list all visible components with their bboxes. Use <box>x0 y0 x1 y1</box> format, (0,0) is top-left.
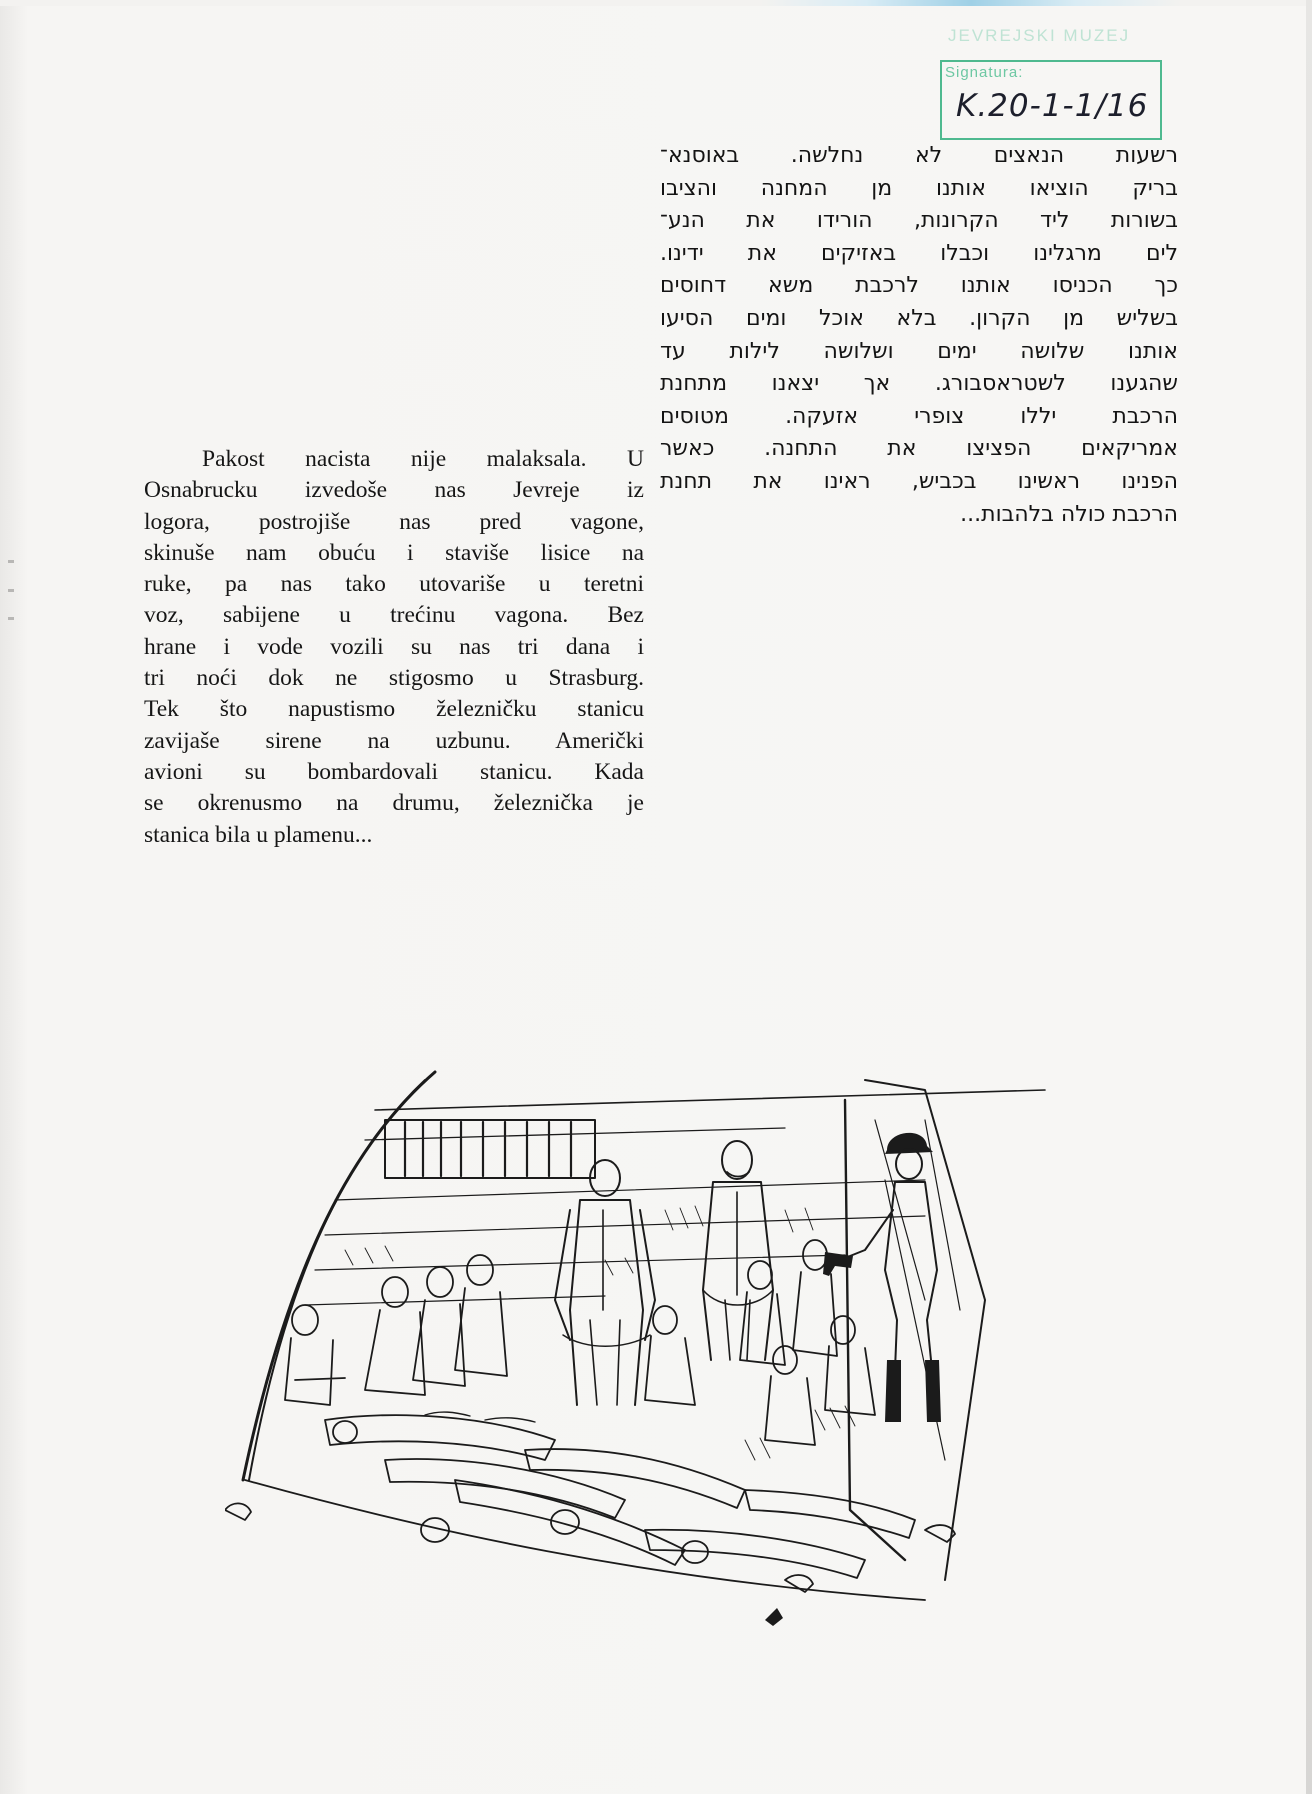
standing-prisoner-left <box>555 1160 655 1405</box>
binding-marks <box>8 560 18 620</box>
stamp-signature-value: K.20-1-1/16 <box>956 88 1149 124</box>
hebrew-line: בשליש מן הקרון. בלא אוכל ומים הסיעו <box>660 305 1178 331</box>
serbian-line: tri noći dok ne stigosmo u Strasburg. <box>144 665 644 692</box>
serbian-line: hrane i vode vozili su nas tri dana i <box>144 633 644 660</box>
stamp-box <box>940 60 1162 140</box>
window-bars <box>405 1122 571 1176</box>
hebrew-line: בשורות ליד הקרונות, הורידו את הנע־ <box>660 208 1178 234</box>
armed-guard <box>823 1133 941 1422</box>
serbian-line: Tek što napustismo železničku stanicu <box>144 696 644 723</box>
wagon-left-arch-inner <box>249 1080 425 1480</box>
serbian-line: ruke, pa nas tako utovariše u teretni <box>144 571 644 598</box>
guard-helmet <box>885 1133 933 1154</box>
scan-edge-top <box>0 0 1312 6</box>
door-panel <box>865 1080 985 1580</box>
guard-boots <box>885 1360 941 1422</box>
hebrew-line: רשעות הנאצים לא נחלשה. באוסנא־ <box>660 143 1178 168</box>
wagon-plank <box>365 1128 785 1140</box>
wagon-drawing-svg <box>225 1060 1105 1630</box>
chains <box>703 1290 773 1305</box>
hebrew-line: לים מרגלינו וכבלו באזיקים את ידינו. <box>660 240 1178 266</box>
wagon-floor <box>245 1480 925 1600</box>
serbian-line: voz, sabijene u trećinu vagona. Bez <box>144 602 644 629</box>
serbian-line: se okrenusmo na drumu, železnička je <box>144 790 644 817</box>
stamp-label: Signatura: <box>945 64 1024 81</box>
serbian-line: logora, postrojiše nas pred vagone, <box>144 508 644 535</box>
wagon-plank <box>325 1216 925 1235</box>
serbian-line: zavijaše sirene na uzbunu. Američki <box>144 727 644 754</box>
serbian-paragraph <box>144 444 644 864</box>
hebrew-line: הרכבת כולה בלהבות... <box>960 501 1178 527</box>
wagon-roof-line <box>375 1090 1045 1110</box>
hebrew-paragraph <box>660 140 1178 540</box>
hebrew-line: בריק הוציאו אותנו מן המחנה והציבו <box>660 175 1178 201</box>
wagon-plank <box>305 1296 605 1305</box>
lying-prisoners <box>325 1412 915 1578</box>
serbian-line: avioni su bombardovali stanicu. Kada <box>144 758 644 785</box>
stamp-institution: JEVREJSKI MUZEJ <box>948 26 1131 45</box>
hebrew-line: כך הכניסו אותנו לרכבת משא דחוסים <box>660 273 1178 299</box>
chains <box>563 1335 650 1346</box>
wagon-illustration <box>225 1060 1105 1630</box>
serbian-line: stanica bila u plamenu... <box>144 821 373 848</box>
hebrew-line: הפנינו ראשינו בכביש, ראינו את תחנת <box>660 468 1178 494</box>
hebrew-line: שהגענו לשטראסבורג. אך יצאנו מתחנת <box>660 371 1178 397</box>
hebrew-line: אותנו שלושה ימים ושלושה לילות עד <box>660 338 1178 364</box>
standing-prisoner-center <box>703 1141 773 1360</box>
museum-stamp <box>940 26 1162 144</box>
scan-edge-right <box>1306 0 1312 1794</box>
barred-window <box>385 1120 595 1178</box>
serbian-line: skinuše nam obuću i staviše lisice na <box>144 539 644 566</box>
serbian-line: Pakost nacista nije malaksala. U <box>202 446 644 472</box>
serbian-line: Osnabrucku izvedoše nas Jevreje iz <box>144 477 644 504</box>
hebrew-line: הרכבת יללו צופרי אזעקה. מטוסים <box>660 403 1178 429</box>
wagon-plank <box>335 1180 925 1200</box>
hebrew-line: אמריקאים הפציצו את התחנה. כאשר <box>660 436 1178 462</box>
